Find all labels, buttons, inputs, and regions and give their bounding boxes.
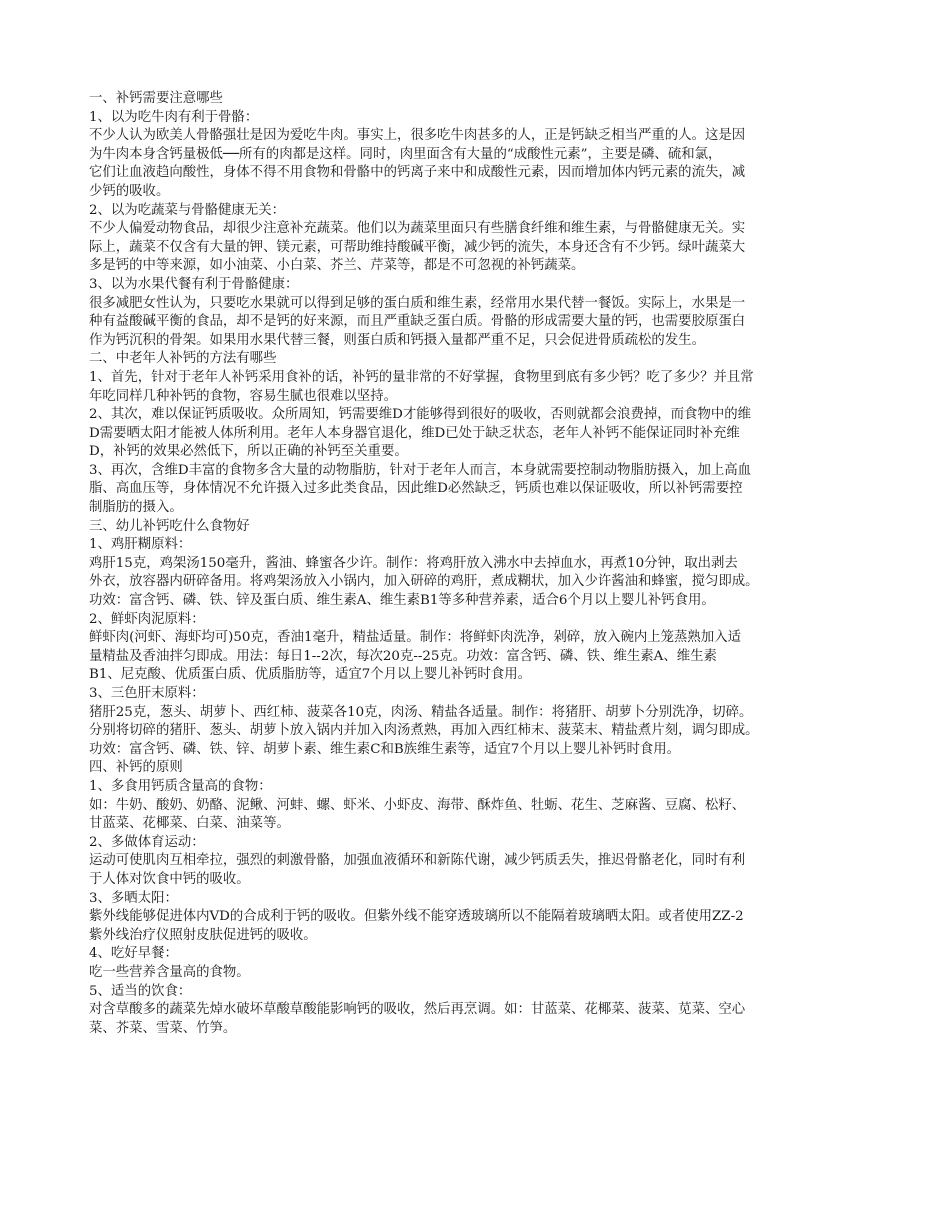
text-line: 为牛肉本身含钙量极低──所有的肉都是这样。同时，肉里面含有大量的“成酸性元素”，主要是磷、硫和氯， [89, 146, 722, 162]
text-line: 紫外线能够促进体内VD的合成利于钙的吸收。但紫外线不能穿透玻璃所以不能隔着玻璃晒太阳。或者使用ZZ-2 [89, 909, 744, 925]
text-line: 甘蓝菜、花椰菜、白菜、油菜等。 [89, 816, 290, 832]
text-line: 2、多做体育运动： [89, 834, 205, 850]
text-line: 3、再次，含维D丰富的食物多含大量的动物脂肪，针对于老年人而言，本身就需要控制动物脂肪摄入，加上高血 [89, 462, 752, 478]
text-line: 对含草酸多的蔬菜先焯水破坏草酸草酸能影响钙的吸收，然后再烹调。如：甘蓝菜、花椰菜、菠菜、苋菜、空心 [89, 1002, 746, 1018]
text-line: 二、中老年人补钙的方法有哪些 [89, 351, 277, 367]
text-line: 鲜虾肉(河虾、海虾均可)50克，香油1毫升，精盐适量。制作：将鲜虾肉洗净，剁碎，放入碗内上笼蒸熟加入适 [89, 630, 741, 646]
text-line: 外衣，放容器内研碎备用。将鸡架汤放入小锅内，加入研碎的鸡肝，煮成糊状，加入少许酱油和蜂蜜，搅匀即成。 [89, 574, 759, 590]
text-line: 三、幼儿补钙吃什么食物好 [89, 518, 250, 534]
text-line: 脂、高血压等，身体情况不允许摄入过多此类食品，因此维D必然缺乏，钙质也难以保证吸收，所以补钙需要控 [89, 481, 743, 497]
text-line: B1、尼克酸、优质蛋白质、优质脂肪等，适宜7个月以上婴儿补钙时食用。 [89, 667, 531, 683]
text-line: 1、多食用钙质含量高的食物： [89, 778, 272, 794]
text-line: 于人体对饮食中钙的吸收。 [89, 871, 250, 887]
text-line: 不少人认为欧美人骨骼强壮是因为爱吃牛肉。事实上，很多吃牛肉甚多的人，正是钙缺乏相当严重的人。这是因 [89, 128, 746, 144]
text-line: 制脂肪的摄入。 [89, 500, 183, 516]
text-line: 1、以为吃牛肉有利于骨骼： [89, 109, 259, 125]
text-line: 鸡肝15克，鸡架汤150毫升，酱油、蜂蜜各少许。制作：将鸡肝放入沸水中去掉血水，再煮10分钟，取出剥去 [89, 555, 738, 571]
text-line: 5、适当的饮食： [89, 983, 192, 999]
text-line: 2、以为吃蔬菜与骨骼健康无关： [89, 202, 285, 218]
text-line: 猪肝25克，葱头、胡萝卜、西红柿、菠菜各10克，肉汤、精盐各适量。制作：将猪肝、胡萝卜分别洗净，切碎。 [89, 704, 753, 720]
text-line: 不少人偏爱动物食品，却很少注意补充蔬菜。他们以为蔬菜里面只有些膳食纤维和维生素，与骨骼健康无关。实 [89, 221, 746, 237]
text-line: 一、补钙需要注意哪些 [89, 91, 223, 106]
text-line: 四、补钙的原则 [89, 760, 183, 776]
text-line: D，补钙的效果必然低下，所以正确的补钙至关重要。 [89, 444, 408, 460]
text-line: 3、以为水果代餐有利于骨骼健康： [89, 276, 299, 292]
text-line: 紫外线治疗仪照射皮肤促进钙的吸收。 [89, 927, 317, 943]
text-line: 分别将切碎的猪肝、葱头、胡萝卜放入锅内并加入肉汤煮熟，再加入西红柿末、菠菜末、精盐煮片刻，调匀即成。 [89, 723, 759, 739]
text-line: 运动可使肌肉互相牵拉，强烈的刺激骨骼，加强血液循环和新陈代谢，减少钙质丢失，推迟骨骼老化，同时有利 [89, 853, 746, 869]
text-line: 菜、芥菜、雪菜、竹笋。 [89, 1020, 237, 1036]
text-line: 1、鸡肝糊原料： [89, 537, 192, 553]
text-line: 多是钙的中等来源，如小油菜、小白菜、芥兰、芹菜等，都是不可忽视的补钙蔬菜。 [89, 258, 585, 274]
text-line: 作为钙沉积的骨架。如果用水果代替三餐，则蛋白质和钙摄入量都严重不足，只会促进骨质疏松的发生。 [89, 332, 705, 348]
text-line: 3、多晒太阳： [89, 890, 178, 906]
text-line: 功效：富含钙、磷、铁、锌、胡萝卜素、维生素C和B族维生素等，适宜7个月以上婴儿补钙时食用。 [89, 741, 681, 757]
text-line: D需要晒太阳才能被人体所利用。老年人本身器官退化，维D已处于缺乏状态，老年人补钙不能保证同时补充维 [89, 425, 740, 441]
text-line: 2、鲜虾肉泥原料： [89, 611, 205, 627]
text-line: 种有益酸碱平衡的食品，却不是钙的好来源，而且严重缺乏蛋白质。骨骼的形成需要大量的钙，也需要胶原蛋白 [89, 314, 746, 330]
document-body [89, 90, 861, 1038]
text-line: 1、首先，针对于老年人补钙采用食补的话，补钙的量非常的不好掌握，食物里到底有多少钙？吃了多少？并且常 [89, 369, 754, 385]
text-line: 年吃同样几种补钙的食物，容易生腻也很难以坚持。 [89, 388, 397, 404]
text-line: 量精盐及香油拌匀即成。用法：每日1--2次，每次20克--25克。功效：富含钙、磷、铁、维生素A、维生素 [89, 648, 717, 664]
text-line: 少钙的吸收。 [89, 183, 170, 199]
text-line: 3、三色肝末原料： [89, 686, 205, 701]
text-line: 功效：富含钙、磷、铁、锌及蛋白质、维生素A、维生素B1等多种营养素，适合6个月以上婴儿补钙食用。 [89, 593, 715, 609]
text-line: 如：牛奶、酸奶、奶酪、泥鳅、河蚌、螺、虾米、小虾皮、海带、酥炸鱼、牡蛎、花生、芝麻酱、豆腐、松籽、 [89, 797, 746, 813]
text-line: 它们让血液趋向酸性，身体不得不用食物和骨骼中的钙离子来中和成酸性元素，因而增加体内钙元素的流失，减 [89, 165, 746, 181]
text-line: 际上，蔬菜不仅含有大量的钾、镁元素，可帮助维持酸碱平衡，减少钙的流失，本身还含有不少钙。绿叶蔬菜大 [89, 239, 746, 255]
text-line: 4、吃好早餐： [89, 946, 178, 962]
text-line: 很多减肥女性认为，只要吃水果就可以得到足够的蛋白质和维生素，经常用水果代替一餐饭。实际上，水果是一 [89, 295, 746, 311]
text-line: 吃一些营养含量高的食物。 [89, 964, 250, 980]
text-line: 2、其次，难以保证钙质吸收。众所周知，钙需要维D才能够得到很好的吸收，否则就都会浪费掉，而食物中的维 [89, 407, 752, 423]
